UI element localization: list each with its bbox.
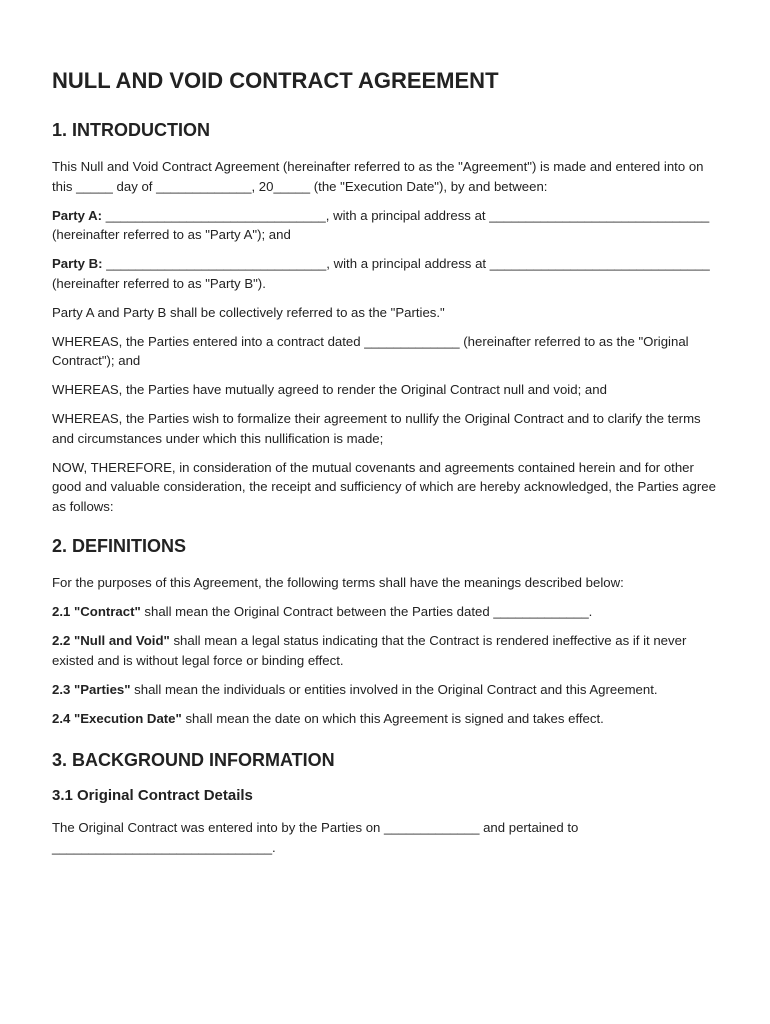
- party-a-label: Party A:: [52, 207, 103, 223]
- definition-item: 2.3 "Parties" shall mean the individuals or entities involved in the Original Contract and this Agreement.: [52, 681, 658, 697]
- paragraph: This Null and Void Contract Agreement (hereinafter referred to as the "Agreement") is made and entered into on this _____ day of _____________, 20_____ (the "Execution Date"), by and between:: [52, 159, 704, 194]
- document-page: [52, 68, 724, 867]
- definition-term: 2.3 "Parties": [52, 681, 131, 697]
- section-background-information: [52, 750, 724, 857]
- section-heading: 3. BACKGROUND INFORMATION: [52, 750, 335, 770]
- definition-item: 2.4 "Execution Date" shall mean the date on which this Agreement is signed and takes effect.: [52, 710, 604, 726]
- party-b-label: Party B:: [52, 256, 103, 271]
- paragraph: WHEREAS, the Parties entered into a contract dated _____________ (hereinafter referred to as the "Original Contract"); and: [52, 333, 689, 368]
- definition-term: 2.4 "Execution Date": [52, 710, 182, 726]
- paragraph: Party A and Party B shall be collectively referred to as the "Parties.": [52, 304, 445, 320]
- definition-term: 2.1 "Contract": [52, 604, 141, 619]
- definition-item: 2.2 "Null and Void" shall mean a legal status indicating that the Contract is rendered ineffective as if it never existed and is without legal force or binding effect.: [52, 633, 687, 668]
- definition-item: 2.1 "Contract" shall mean the Original Contract between the Parties dated _____________.: [52, 604, 593, 619]
- definition-term: 2.2 "Null and Void": [52, 633, 170, 648]
- section-definitions: [52, 536, 724, 728]
- section-introduction: [52, 120, 724, 516]
- paragraph: NOW, THEREFORE, in consideration of the mutual covenants and agreements contained herein and for other good and valuable consideration, the receipt and sufficiency of which are hereby acknowledged, the Parties agree as follows:: [52, 459, 716, 514]
- party-a-paragraph: Party A: ______________________________, with a principal address at ______________________________ (hereinafter referred to as "Party A"); and: [52, 207, 710, 242]
- subsection-heading: 3.1 Original Contract Details: [52, 787, 253, 804]
- paragraph: The Original Contract was entered into by the Parties on _____________ and pertained to ______________________________.: [52, 820, 579, 855]
- paragraph: WHEREAS, the Parties wish to formalize their agreement to nullify the Original Contract and to clarify the terms and circumstances under which this nullification is made;: [52, 411, 701, 446]
- document-title: NULL AND VOID CONTRACT AGREEMENT: [52, 68, 499, 93]
- paragraph: For the purposes of this Agreement, the following terms shall have the meanings described below:: [52, 575, 624, 590]
- section-heading: 2. DEFINITIONS: [52, 536, 187, 556]
- paragraph: WHEREAS, the Parties have mutually agreed to render the Original Contract null and void; and: [52, 382, 607, 397]
- section-heading: 1. INTRODUCTION: [52, 120, 211, 140]
- party-b-paragraph: Party B: ______________________________, with a principal address at ______________________________ (hereinafter referred to as "Party B").: [52, 256, 710, 291]
